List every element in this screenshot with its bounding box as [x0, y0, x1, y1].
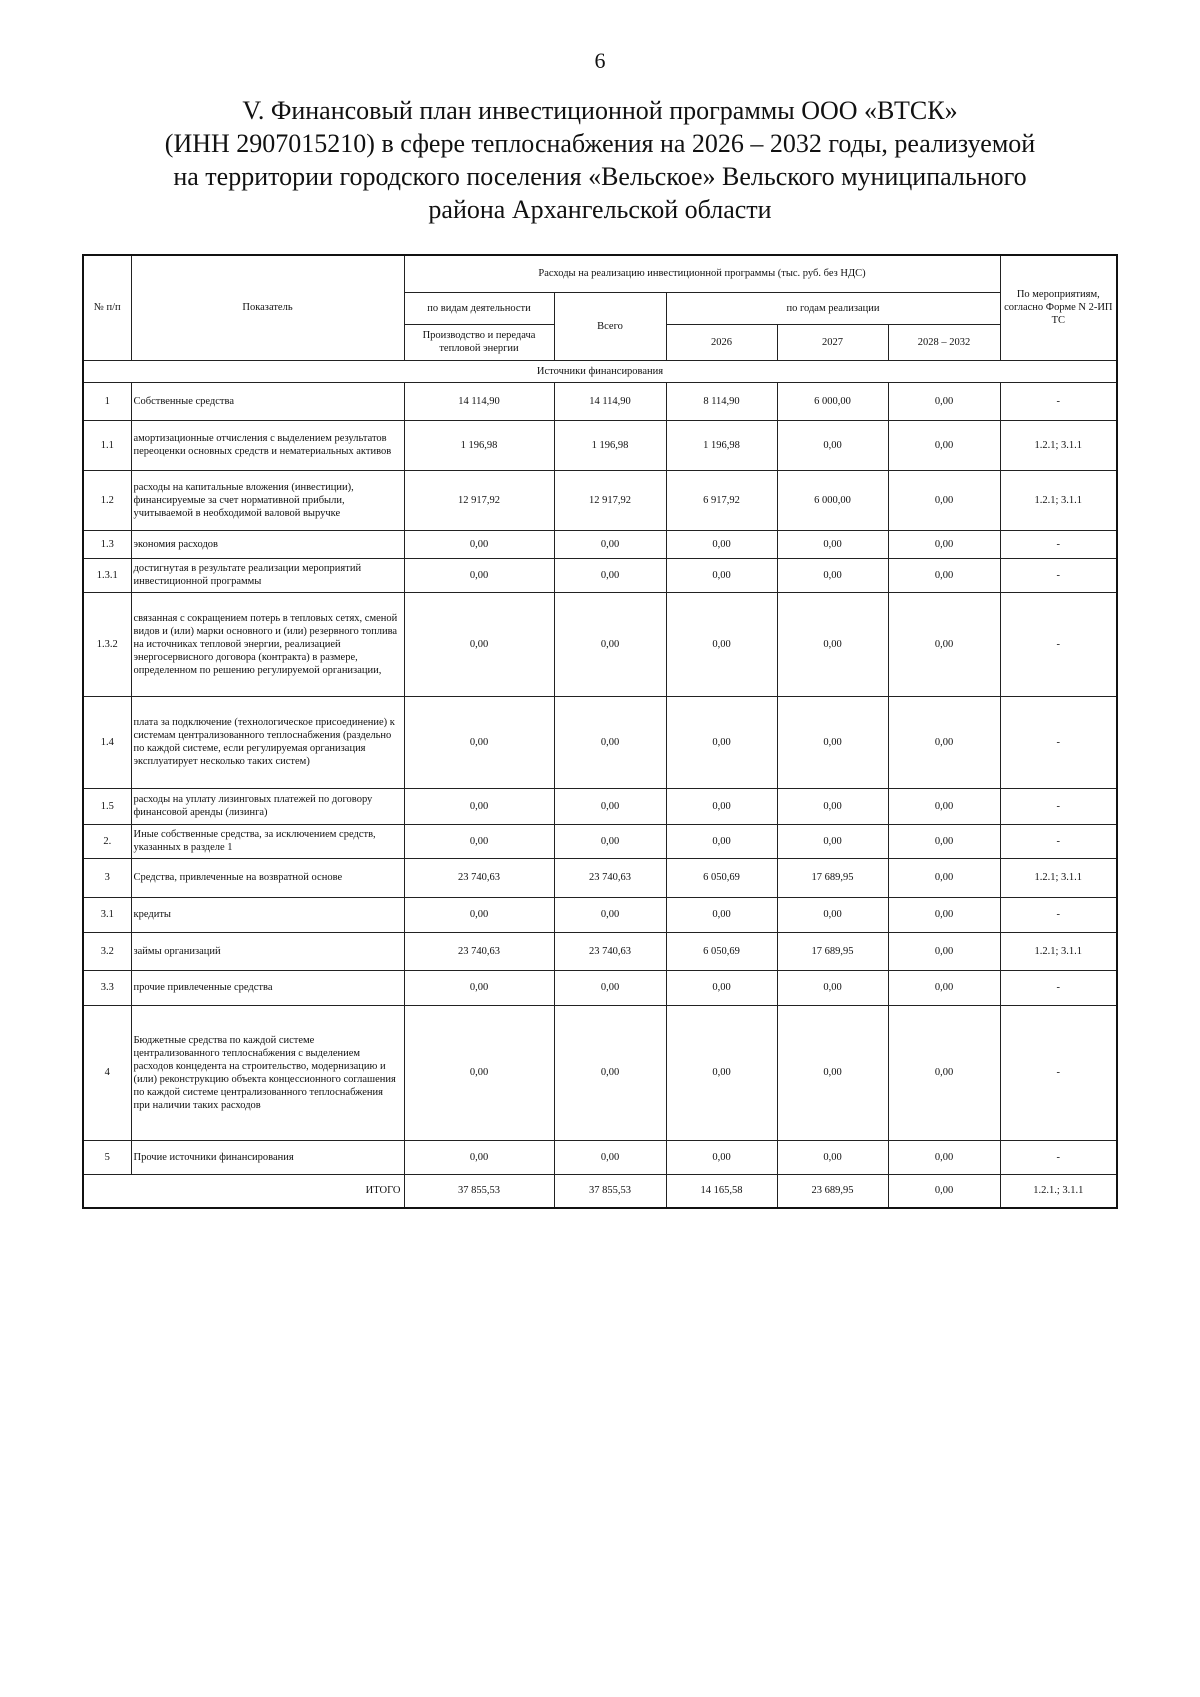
row-measure-ref: -	[1000, 788, 1117, 824]
title-line-1: V. Финансовый план инвестиционной программы ООО «ВТСК»	[242, 96, 958, 125]
header-measures: По мероприятиям, согласно Форме N 2-ИП ТС	[1000, 255, 1117, 360]
row-num: 5	[83, 1140, 131, 1174]
row-2026-value: 0,00	[666, 1140, 777, 1174]
row-2028-2032-value: 0,00	[888, 470, 1000, 530]
row-production-value: 0,00	[404, 970, 554, 1005]
row-2028-2032-value: 0,00	[888, 1005, 1000, 1140]
row-indicator: связанная с сокращением потерь в тепловых сетях, сменой видов и (или) марки основного и (или) резервного топлива на источниках тепловой энергии, реализацией энергосервисного договора (контракта) в размере, определенном по решению регулируемой организации,	[131, 592, 404, 696]
row-2028-2032-value: 0,00	[888, 592, 1000, 696]
row-2027-value: 0,00	[777, 788, 888, 824]
row-2028-2032-value: 0,00	[888, 1140, 1000, 1174]
row-measure-ref: -	[1000, 382, 1117, 420]
header-indicator: Показатель	[131, 255, 404, 360]
row-production-value: 0,00	[404, 530, 554, 558]
total-row	[83, 1174, 1117, 1208]
total-total-value: 37 855,53	[554, 1174, 666, 1208]
header-total: Всего	[554, 292, 666, 360]
row-indicator: кредиты	[131, 897, 404, 932]
row-2027-value: 6 000,00	[777, 470, 888, 530]
row-production-value: 0,00	[404, 1140, 554, 1174]
row-2026-value: 0,00	[666, 824, 777, 858]
total-2027-value: 23 689,95	[777, 1174, 888, 1208]
table-row	[83, 788, 1117, 824]
row-2026-value: 0,00	[666, 530, 777, 558]
header-by-activity: по видам деятельности	[404, 292, 554, 324]
row-2028-2032-value: 0,00	[888, 530, 1000, 558]
header-by-years: по годам реализации	[666, 292, 1000, 324]
row-num: 1.5	[83, 788, 131, 824]
page-number: 6	[594, 48, 606, 73]
row-indicator: Собственные средства	[131, 382, 404, 420]
row-num: 3.3	[83, 970, 131, 1005]
row-measure-ref: -	[1000, 530, 1117, 558]
row-indicator: достигнутая в результате реализации мероприятий инвестиционной программы	[131, 558, 404, 592]
row-num: 4	[83, 1005, 131, 1140]
row-2027-value: 0,00	[777, 420, 888, 470]
title-line-3: на территории городского поселения «Вельское» Вельского муниципального	[173, 162, 1027, 191]
row-production-value: 0,00	[404, 897, 554, 932]
row-num: 1.4	[83, 696, 131, 788]
row-2028-2032-value: 0,00	[888, 897, 1000, 932]
row-total-value: 0,00	[554, 1005, 666, 1140]
header-2028-2032: 2028 – 2032	[888, 324, 1000, 360]
row-num: 1.3.1	[83, 558, 131, 592]
row-num: 2.	[83, 824, 131, 858]
row-2027-value: 0,00	[777, 1140, 888, 1174]
header-2027: 2027	[777, 324, 888, 360]
table-row	[83, 1140, 1117, 1174]
table-row	[83, 530, 1117, 558]
row-total-value: 14 114,90	[554, 382, 666, 420]
row-num: 1.3.2	[83, 592, 131, 696]
row-num: 1.2	[83, 470, 131, 530]
header-production: Производство и передача тепловой энергии	[404, 324, 554, 360]
title-line-4: района Архангельской области	[428, 195, 772, 224]
row-total-value: 0,00	[554, 530, 666, 558]
row-2026-value: 1 196,98	[666, 420, 777, 470]
total-production-value: 37 855,53	[404, 1174, 554, 1208]
row-2026-value: 0,00	[666, 1005, 777, 1140]
row-num: 3.2	[83, 932, 131, 970]
row-total-value: 12 917,92	[554, 470, 666, 530]
row-2028-2032-value: 0,00	[888, 420, 1000, 470]
row-2027-value: 17 689,95	[777, 858, 888, 897]
row-measure-ref: -	[1000, 897, 1117, 932]
row-2026-value: 0,00	[666, 592, 777, 696]
row-measure-ref: -	[1000, 970, 1117, 1005]
total-label: ИТОГО	[83, 1174, 404, 1208]
document-title	[100, 94, 1100, 226]
row-production-value: 0,00	[404, 788, 554, 824]
row-num: 1.3	[83, 530, 131, 558]
row-total-value: 0,00	[554, 696, 666, 788]
table-row	[83, 970, 1117, 1005]
total-2028-2032-value: 0,00	[888, 1174, 1000, 1208]
row-total-value: 23 740,63	[554, 858, 666, 897]
row-2027-value: 0,00	[777, 970, 888, 1005]
row-total-value: 0,00	[554, 788, 666, 824]
table-row	[83, 1005, 1117, 1140]
row-2026-value: 8 114,90	[666, 382, 777, 420]
header-2026: 2026	[666, 324, 777, 360]
row-2026-value: 0,00	[666, 696, 777, 788]
row-total-value: 0,00	[554, 592, 666, 696]
row-2026-value: 6 917,92	[666, 470, 777, 530]
table-row	[83, 932, 1117, 970]
table-row	[83, 382, 1117, 420]
row-indicator: прочие привлеченные средства	[131, 970, 404, 1005]
table-row	[83, 420, 1117, 470]
row-production-value: 23 740,63	[404, 932, 554, 970]
table-row	[83, 696, 1117, 788]
row-measure-ref: -	[1000, 558, 1117, 592]
row-2026-value: 0,00	[666, 788, 777, 824]
row-production-value: 0,00	[404, 696, 554, 788]
row-indicator: расходы на капитальные вложения (инвестиции), финансируемые за счет нормативной прибыли, учитываемой в необходимой валовой выручке	[131, 470, 404, 530]
total-2026-value: 14 165,58	[666, 1174, 777, 1208]
row-2028-2032-value: 0,00	[888, 858, 1000, 897]
row-indicator: плата за подключение (технологическое присоединение) к системам централизованного теплоснабжения (раздельно по каждой системе, если регулируемая организация эксплуатирует несколько таких систем)	[131, 696, 404, 788]
row-production-value: 12 917,92	[404, 470, 554, 530]
row-2026-value: 0,00	[666, 897, 777, 932]
row-2027-value: 0,00	[777, 897, 888, 932]
row-indicator: расходы на уплату лизинговых платежей по договору финансовой аренды (лизинга)	[131, 788, 404, 824]
row-total-value: 0,00	[554, 1140, 666, 1174]
row-indicator: займы организаций	[131, 932, 404, 970]
header-num: № п/п	[83, 255, 131, 360]
row-indicator: Средства, привлеченные на возвратной основе	[131, 858, 404, 897]
row-2028-2032-value: 0,00	[888, 558, 1000, 592]
row-total-value: 0,00	[554, 970, 666, 1005]
row-2027-value: 6 000,00	[777, 382, 888, 420]
row-indicator: Бюджетные средства по каждой системе централизованного теплоснабжения с выделением расходов концедента на строительство, модернизацию и (или) реконструкцию объекта концессионного соглашения по каждой системе централизованного теплоснабжения при наличии таких расходов	[131, 1005, 404, 1140]
row-production-value: 0,00	[404, 558, 554, 592]
row-indicator: Прочие источники финансирования	[131, 1140, 404, 1174]
row-indicator: амортизационные отчисления с выделением результатов переоценки основных средств и нематериальных активов	[131, 420, 404, 470]
row-2028-2032-value: 0,00	[888, 932, 1000, 970]
table-row	[83, 824, 1117, 858]
row-2027-value: 0,00	[777, 1005, 888, 1140]
row-measure-ref: -	[1000, 1140, 1117, 1174]
row-2026-value: 0,00	[666, 558, 777, 592]
row-production-value: 0,00	[404, 1005, 554, 1140]
row-production-value: 0,00	[404, 592, 554, 696]
row-num: 1.1	[83, 420, 131, 470]
row-total-value: 0,00	[554, 558, 666, 592]
row-indicator: экономия расходов	[131, 530, 404, 558]
row-total-value: 0,00	[554, 824, 666, 858]
row-measure-ref: 1.2.1; 3.1.1	[1000, 420, 1117, 470]
row-2027-value: 17 689,95	[777, 932, 888, 970]
table-row	[83, 897, 1117, 932]
row-2028-2032-value: 0,00	[888, 788, 1000, 824]
header-expenses: Расходы на реализацию инвестиционной программы (тыс. руб. без НДС)	[404, 255, 1000, 292]
financial-plan-table	[82, 254, 1118, 1209]
row-measure-ref: -	[1000, 824, 1117, 858]
row-measure-ref: 1.2.1; 3.1.1	[1000, 858, 1117, 897]
row-measure-ref: -	[1000, 592, 1117, 696]
row-2028-2032-value: 0,00	[888, 382, 1000, 420]
table-row	[83, 470, 1117, 530]
row-2027-value: 0,00	[777, 824, 888, 858]
row-2028-2032-value: 0,00	[888, 824, 1000, 858]
row-total-value: 23 740,63	[554, 932, 666, 970]
row-2026-value: 0,00	[666, 970, 777, 1005]
row-2026-value: 6 050,69	[666, 932, 777, 970]
row-num: 3.1	[83, 897, 131, 932]
row-production-value: 14 114,90	[404, 382, 554, 420]
row-production-value: 0,00	[404, 824, 554, 858]
row-2027-value: 0,00	[777, 558, 888, 592]
row-2026-value: 6 050,69	[666, 858, 777, 897]
table-row	[83, 858, 1117, 897]
row-2027-value: 0,00	[777, 696, 888, 788]
title-line-2: (ИНН 2907015210) в сфере теплоснабжения на 2026 – 2032 годы, реализуемой	[164, 129, 1036, 158]
row-total-value: 1 196,98	[554, 420, 666, 470]
row-total-value: 0,00	[554, 897, 666, 932]
row-production-value: 23 740,63	[404, 858, 554, 897]
row-measure-ref: -	[1000, 1005, 1117, 1140]
row-indicator: Иные собственные средства, за исключением средств, указанных в разделе 1	[131, 824, 404, 858]
row-2028-2032-value: 0,00	[888, 970, 1000, 1005]
row-2027-value: 0,00	[777, 592, 888, 696]
row-num: 3	[83, 858, 131, 897]
total-measure-ref: 1.2.1.; 3.1.1	[1000, 1174, 1117, 1208]
row-measure-ref: 1.2.1; 3.1.1	[1000, 932, 1117, 970]
row-2027-value: 0,00	[777, 530, 888, 558]
row-measure-ref: 1.2.1; 3.1.1	[1000, 470, 1117, 530]
table-row	[83, 558, 1117, 592]
row-measure-ref: -	[1000, 696, 1117, 788]
table-row	[83, 592, 1117, 696]
row-2028-2032-value: 0,00	[888, 696, 1000, 788]
row-num: 1	[83, 382, 131, 420]
section-title: Источники финансирования	[83, 360, 1117, 382]
row-production-value: 1 196,98	[404, 420, 554, 470]
